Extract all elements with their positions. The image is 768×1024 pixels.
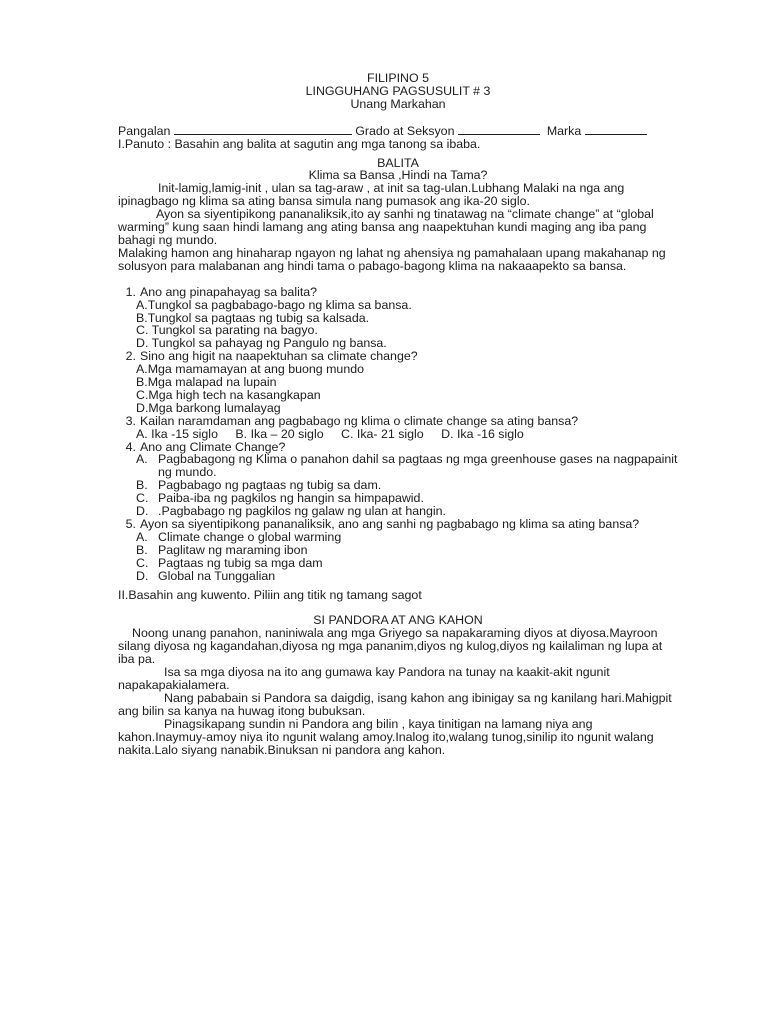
question-3: 3. Kailan naramdaman ang pagbabago ng klima o climate change sa ating bansa? bbox=[118, 415, 678, 428]
option[interactable]: C. Ika- 21 siglo bbox=[341, 426, 424, 441]
quiz-title: LINGGUHANG PAGSUSULIT # 3 bbox=[305, 83, 491, 98]
news-headline: Klima sa Bansa ,Hindi na Tama? bbox=[308, 168, 488, 183]
option[interactable]: A. Pagbabagong ng Klima o panahon dahil sa pagtaas ng mga greenhouse gases na nagpapainit ng mundo. bbox=[136, 452, 678, 480]
question-5: 5. Ayon sa siyentipikong pananaliksik, ano ang sanhi ng pagbabago ng klima sa ating bansa? bbox=[118, 518, 678, 531]
story-paragraph-3: Nang pababain si Pandora sa daigdig, isang kahon ang ibinigay sa ng kanilang hari.Mahigpit ang bilin sa kanya na huwag itong bubuksan. bbox=[118, 690, 672, 718]
question-4: 4. Ano ang Climate Change? bbox=[118, 441, 678, 454]
option[interactable]: C.Mga high tech na kasangkapan bbox=[136, 387, 321, 402]
option[interactable]: D. Ika -16 siglo bbox=[441, 426, 524, 441]
option[interactable]: B. Pagbabago ng pagtaas ng tubig sa dam. bbox=[136, 478, 382, 493]
grade-label: Grado at Seksyon bbox=[355, 123, 455, 138]
name-label: Pangalan bbox=[118, 123, 171, 138]
part1-instruction: I.Panuto : Basahin ang balita at sagutin ang mga tanong sa ibaba. bbox=[118, 136, 481, 151]
option[interactable]: A. Ika -15 siglo bbox=[136, 426, 218, 441]
question-text: Ano ang pinapahayag sa balita? bbox=[140, 284, 318, 299]
question-1: 1. Ano ang pinapahayag sa balita? bbox=[118, 286, 678, 299]
story-paragraph-2: Isa sa mga diyosa na ito ang gumawa kay Pandora na tunay na kaakit-akit ngunit napakapakialamera. bbox=[118, 665, 610, 692]
option[interactable]: A.Tungkol sa pagbabago-bago ng klima sa bansa. bbox=[136, 297, 412, 312]
news-label: BALITA bbox=[377, 155, 419, 170]
question-text: Ano ang Climate Change? bbox=[140, 439, 286, 454]
part2-instruction: II.Basahin ang kuwento. Piliin ang titik ng tamang sagot bbox=[118, 587, 422, 602]
question-2: 2. Sino ang higit na naapektuhan sa climate change? bbox=[118, 350, 678, 363]
news-paragraph-2: Ayon sa siyentipikong pananaliksik,ito ay sanhi ng tinatawag na “climate change” at “global warming” kung saan hindi lamang ang ating bansa ang naapektuhan kundi maging ang iba pang bahagi ng mundo. bbox=[118, 207, 654, 247]
option[interactable]: D. Tungkol sa pahayag ng Pangulo ng bansa. bbox=[136, 336, 387, 351]
option[interactable]: D.Mga barkong lumalayag bbox=[136, 400, 281, 415]
question-text: Kailan naramdaman ang pagbabago ng klima o climate change sa ating bansa? bbox=[140, 413, 579, 428]
score-label: Marka bbox=[546, 123, 582, 138]
student-info-row bbox=[118, 124, 678, 138]
option[interactable]: B.Mga malapad na lupain bbox=[136, 375, 277, 390]
subject-heading: FILIPINO 5 bbox=[367, 71, 429, 85]
worksheet-page bbox=[118, 72, 678, 756]
option[interactable]: B. Ika – 20 siglo bbox=[235, 426, 324, 441]
story-paragraph-1: Noong unang panahon, naniniwala ang mga Griyego sa napakaraming diyos at diyosa.Mayroon silang diyosa ng kagandahan,diyosa ng mga pananim,diyos ng kulog,diyos ng kailaliman ng lupa at iba pa. bbox=[118, 626, 663, 667]
story-title: SI PANDORA AT ANG KAHON bbox=[313, 613, 483, 628]
news-paragraph-1: Init-lamig,lamig-init , ulan sa tag-araw , at init sa tag-ulan.Lubhang Malaki na nga ang ipinagbago ng klima sa ating bansa simula nang pumasok ang ika-20 siglo. bbox=[118, 181, 625, 209]
score-blank[interactable] bbox=[585, 124, 647, 135]
question-text: Sino ang higit na naapektuhan sa climate change? bbox=[140, 349, 418, 364]
option[interactable]: D. .Pagbabago ng pagkilos ng galaw ng ulan at hangin. bbox=[136, 504, 446, 519]
term-heading: Unang Markahan bbox=[350, 96, 446, 111]
option[interactable]: C. Paiba-iba ng pagkilos ng hangin sa himpapawid. bbox=[136, 491, 424, 506]
story-paragraph-4: Pinagsikapang sundin ni Pandora ang bilin , kaya tinitigan na lamang niya ang kahon.Inaymuy-amoy niya ito ngunit walang amoy.Inalog ito,walang tunog,sinilip ito ngunit walang nakita.Lalo siyang nanabik.Binuksan ni pandora ang kahon. bbox=[118, 716, 654, 757]
grade-blank[interactable] bbox=[458, 124, 540, 135]
option[interactable]: C. Pagtaas ng tubig sa mga dam bbox=[136, 555, 323, 570]
option[interactable]: A. Climate change o global warming bbox=[136, 529, 342, 544]
name-blank[interactable] bbox=[174, 124, 352, 135]
option[interactable]: B. Paglitaw ng maraming ibon bbox=[136, 542, 308, 557]
option[interactable]: D. Global na Tunggalian bbox=[136, 568, 276, 583]
option[interactable]: A.Mga mamamayan at ang buong mundo bbox=[136, 362, 364, 377]
news-paragraph-3: Malaking hamon ang hinaharap ngayon ng lahat ng ahensiya ng pamahalaan upang makahanap ng solusyon para malabanan ang hindi tama o pabago-bagong klima na nakaaapekto sa bansa. bbox=[118, 245, 666, 273]
question-text: Ayon sa siyentipikong pananaliksik, ano ang sanhi ng pagbabago ng klima sa ating bansa? bbox=[140, 517, 640, 531]
option[interactable]: C. Tungkol sa parating na bagyo. bbox=[136, 323, 318, 338]
option[interactable]: B.Tungkol sa pagtaas ng tubig sa kalsada. bbox=[136, 310, 370, 325]
